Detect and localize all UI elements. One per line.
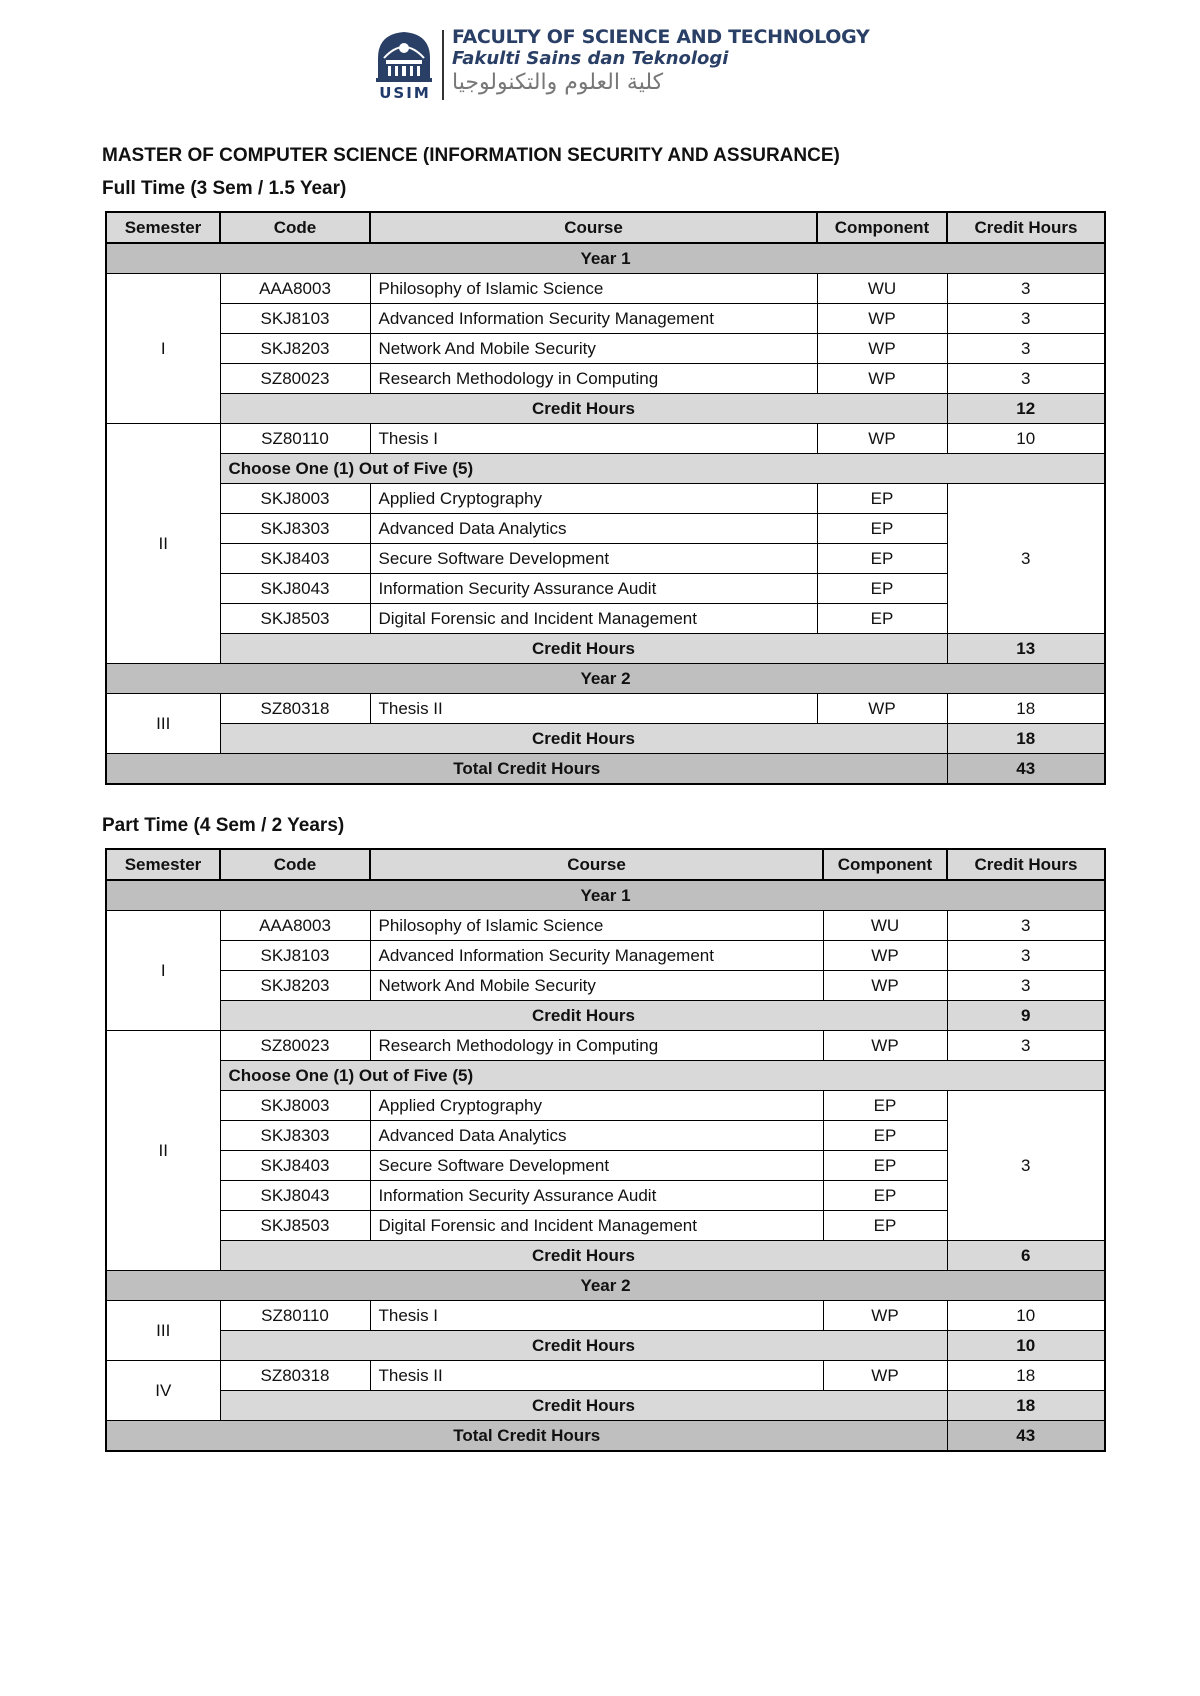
year-label: Year 2: [106, 1271, 1105, 1301]
course-name: Philosophy of Islamic Science: [370, 911, 823, 941]
subtotal-value: 12: [947, 394, 1105, 424]
subtotal-label: Credit Hours: [220, 634, 947, 664]
subtotal-label: Credit Hours: [220, 724, 947, 754]
subtotal-row: [106, 634, 1105, 664]
table-row: [106, 334, 1105, 364]
course-name: Thesis II: [370, 694, 817, 724]
year-1-row: [106, 880, 1105, 911]
course-credit: 3: [947, 911, 1105, 941]
course-name: Advanced Data Analytics: [370, 1121, 823, 1151]
col-component: Component: [823, 849, 947, 880]
part-time-title: Part Time (4 Sem / 2 Years): [102, 815, 345, 836]
total-label: Total Credit Hours: [106, 1421, 947, 1452]
course-credit: 3: [947, 304, 1105, 334]
course-code: SZ80110: [220, 424, 370, 454]
course-name: Digital Forensic and Incident Management: [370, 1211, 823, 1241]
course-name: Advanced Information Security Management: [370, 941, 823, 971]
course-code: SZ80023: [220, 1031, 370, 1061]
course-name: Thesis I: [370, 424, 817, 454]
semester-label: I: [106, 911, 220, 1031]
subtotal-value: 18: [947, 1391, 1105, 1421]
subtotal-value: 18: [947, 724, 1105, 754]
course-code: SKJ8403: [220, 544, 370, 574]
part-time-table: [105, 848, 1106, 1452]
course-code: SKJ8003: [220, 484, 370, 514]
course-component: WP: [817, 304, 947, 334]
table-row: [106, 941, 1105, 971]
course-component: EP: [817, 514, 947, 544]
course-credit: 3: [947, 1031, 1105, 1061]
subtotal-label: Credit Hours: [220, 1001, 947, 1031]
table-row: [106, 1361, 1105, 1391]
col-course: Course: [370, 849, 823, 880]
course-credit: 3: [947, 274, 1105, 304]
elective-instruction-row: [106, 454, 1105, 484]
course-code: SKJ8103: [220, 304, 370, 334]
elective-instruction: Choose One (1) Out of Five (5): [220, 1061, 1105, 1091]
subtotal-label: Credit Hours: [220, 394, 947, 424]
semester-label: II: [106, 1031, 220, 1271]
semester-label: III: [106, 1301, 220, 1361]
course-code: SKJ8103: [220, 941, 370, 971]
course-credit: 3: [947, 941, 1105, 971]
faculty-name-english: FACULTY OF SCIENCE AND TECHNOLOGY: [452, 26, 870, 48]
course-credit: 3: [947, 971, 1105, 1001]
table-row: [106, 364, 1105, 394]
course-name: Philosophy of Islamic Science: [370, 274, 817, 304]
table-header-row: [106, 849, 1105, 880]
table-row: [106, 911, 1105, 941]
course-component: EP: [817, 544, 947, 574]
table-row: [106, 1301, 1105, 1331]
table-row: [106, 484, 1105, 514]
faculty-header: [372, 26, 870, 106]
header-divider: [442, 30, 444, 100]
course-credit: 3: [947, 364, 1105, 394]
table-row: [106, 971, 1105, 1001]
full-time-title: Full Time (3 Sem / 1.5 Year): [102, 178, 347, 199]
year-2-row: [106, 1271, 1105, 1301]
course-name: Information Security Assurance Audit: [370, 1181, 823, 1211]
semester-label: III: [106, 694, 220, 754]
course-name: Applied Cryptography: [370, 1091, 823, 1121]
year-1-row: [106, 243, 1105, 274]
course-credit: 10: [947, 424, 1105, 454]
total-value: 43: [947, 1421, 1105, 1452]
programme-title: MASTER OF COMPUTER SCIENCE (INFORMATION SECURITY AND ASSURANCE): [102, 145, 840, 166]
subtotal-value: 10: [947, 1331, 1105, 1361]
subtotal-value: 6: [947, 1241, 1105, 1271]
course-code: SZ80023: [220, 364, 370, 394]
total-label: Total Credit Hours: [106, 754, 947, 785]
elective-credit: 3: [947, 484, 1105, 634]
subtotal-label: Credit Hours: [220, 1331, 947, 1361]
course-code: SZ80318: [220, 1361, 370, 1391]
col-semester: Semester: [106, 849, 220, 880]
course-name: Thesis II: [370, 1361, 823, 1391]
course-name: Digital Forensic and Incident Management: [370, 604, 817, 634]
course-name: Advanced Data Analytics: [370, 514, 817, 544]
course-component: WP: [823, 1301, 947, 1331]
total-row: [106, 1421, 1105, 1452]
course-credit: 3: [947, 334, 1105, 364]
col-code: Code: [220, 849, 370, 880]
course-code: SKJ8043: [220, 574, 370, 604]
col-credit-hours: Credit Hours: [947, 212, 1105, 243]
course-name: Applied Cryptography: [370, 484, 817, 514]
course-component: EP: [823, 1181, 947, 1211]
elective-instruction: Choose One (1) Out of Five (5): [220, 454, 1105, 484]
elective-credit: 3: [947, 1091, 1105, 1241]
year-label: Year 1: [106, 243, 1105, 274]
col-code: Code: [220, 212, 370, 243]
subtotal-row: [106, 1001, 1105, 1031]
course-name: Secure Software Development: [370, 544, 817, 574]
table-row: [106, 1031, 1105, 1061]
total-row: [106, 754, 1105, 785]
course-code: SKJ8003: [220, 1091, 370, 1121]
course-component: WP: [817, 364, 947, 394]
course-component: EP: [817, 484, 947, 514]
course-code: SZ80110: [220, 1301, 370, 1331]
course-component: WU: [817, 274, 947, 304]
course-code: SKJ8503: [220, 604, 370, 634]
course-name: Network And Mobile Security: [370, 334, 817, 364]
subtotal-row: [106, 724, 1105, 754]
year-label: Year 1: [106, 880, 1105, 911]
course-code: SKJ8203: [220, 971, 370, 1001]
year-2-row: [106, 664, 1105, 694]
course-name: Network And Mobile Security: [370, 971, 823, 1001]
subtotal-row: [106, 1241, 1105, 1271]
full-time-table: [105, 211, 1106, 785]
col-semester: Semester: [106, 212, 220, 243]
course-credit: 18: [947, 1361, 1105, 1391]
col-course: Course: [370, 212, 817, 243]
course-code: SKJ8403: [220, 1151, 370, 1181]
subtotal-row: [106, 1331, 1105, 1361]
total-value: 43: [947, 754, 1105, 785]
subtotal-value: 13: [947, 634, 1105, 664]
course-component: EP: [823, 1211, 947, 1241]
col-component: Component: [817, 212, 947, 243]
subtotal-label: Credit Hours: [220, 1391, 947, 1421]
course-component: WP: [823, 941, 947, 971]
course-component: WP: [817, 334, 947, 364]
course-component: EP: [823, 1121, 947, 1151]
subtotal-label: Credit Hours: [220, 1241, 947, 1271]
semester-label: IV: [106, 1361, 220, 1421]
course-code: SKJ8303: [220, 1121, 370, 1151]
course-code: SKJ8043: [220, 1181, 370, 1211]
table-row: [106, 274, 1105, 304]
course-component: EP: [823, 1091, 947, 1121]
course-name: Research Methodology in Computing: [370, 1031, 823, 1061]
faculty-name-malay: Fakulti Sains dan Teknologi: [452, 48, 729, 69]
course-code: SKJ8303: [220, 514, 370, 544]
course-code: SKJ8203: [220, 334, 370, 364]
table-row: [106, 694, 1105, 724]
semester-label: I: [106, 274, 220, 424]
course-component: WP: [823, 971, 947, 1001]
course-component: EP: [817, 604, 947, 634]
course-code: AAA8003: [220, 911, 370, 941]
subtotal-row: [106, 394, 1105, 424]
faculty-name-arabic: كلية العلوم والتكنولوجيا: [452, 70, 664, 95]
table-row: [106, 1091, 1105, 1121]
table-row: [106, 304, 1105, 334]
course-component: WP: [823, 1361, 947, 1391]
elective-instruction-row: [106, 1061, 1105, 1091]
course-credit: 18: [947, 694, 1105, 724]
course-code: AAA8003: [220, 274, 370, 304]
course-credit: 10: [947, 1301, 1105, 1331]
course-name: Thesis I: [370, 1301, 823, 1331]
course-component: WP: [823, 1031, 947, 1061]
semester-label: II: [106, 424, 220, 664]
table-header-row: [106, 212, 1105, 243]
course-code: SKJ8503: [220, 1211, 370, 1241]
table-row: [106, 424, 1105, 454]
usim-logo-text: USIM: [379, 84, 431, 102]
course-component: WP: [817, 694, 947, 724]
course-component: WU: [823, 911, 947, 941]
course-name: Advanced Information Security Management: [370, 304, 817, 334]
course-component: EP: [823, 1151, 947, 1181]
subtotal-row: [106, 1391, 1105, 1421]
course-component: EP: [817, 574, 947, 604]
course-component: WP: [817, 424, 947, 454]
course-name: Information Security Assurance Audit: [370, 574, 817, 604]
year-label: Year 2: [106, 664, 1105, 694]
course-name: Secure Software Development: [370, 1151, 823, 1181]
course-name: Research Methodology in Computing: [370, 364, 817, 394]
course-code: SZ80318: [220, 694, 370, 724]
subtotal-value: 9: [947, 1001, 1105, 1031]
col-credit-hours: Credit Hours: [947, 849, 1105, 880]
